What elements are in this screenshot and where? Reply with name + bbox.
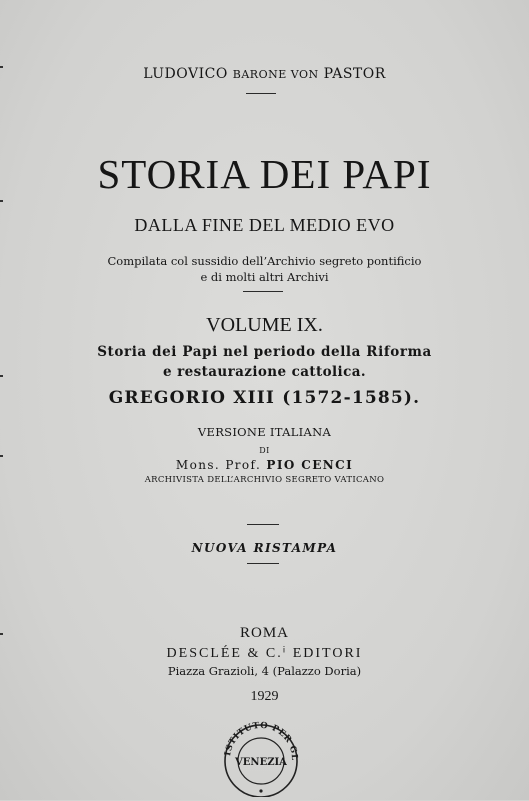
- svg-text:ISTITUTO PER GLI STUDI ADRIATI: [219, 719, 299, 761]
- page-edge-mark: [0, 455, 3, 457]
- translator-role: ARCHIVISTA DELL’ARCHIVIO SEGRETO VATICANO: [144, 475, 385, 485]
- translator-prefix: Mons. Prof.: [175, 458, 262, 472]
- library-stamp-seal: [219, 719, 303, 797]
- translator-line: [0, 458, 529, 472]
- divider-rule: [247, 524, 279, 525]
- volume-pope: GREGORIO XIII (1572-1585).: [108, 388, 421, 408]
- page-edge-mark: [0, 633, 3, 635]
- stamp-center-text: VENEZIA: [235, 757, 287, 768]
- divider-rule: [243, 291, 283, 292]
- compilation-note-line2: e di molti altri Archivi: [200, 270, 329, 284]
- publication-place: ROMA: [239, 625, 289, 641]
- volume-number: VOLUME IX.: [206, 314, 323, 336]
- page-edge-mark: [0, 66, 3, 68]
- publisher-name: DESCLÉE & C.ⁱ EDITORI: [166, 646, 363, 661]
- book-subtitle: DALLA FINE DEL MEDIO EVO: [134, 215, 395, 235]
- divider-rule: [246, 93, 276, 94]
- translation-by: DI: [259, 446, 270, 455]
- author-last-name: PASTOR: [323, 66, 386, 82]
- stamp-ring-text: ISTITUTO PER GL: [223, 720, 300, 761]
- book-title: STORIA DEI PAPI: [97, 151, 432, 197]
- compilation-note-line1: Compilata col sussidio dell’Archivio segreto pontificio: [107, 254, 422, 268]
- publication-year: 1929: [250, 689, 279, 704]
- divider-rule: [247, 563, 279, 564]
- page-edge-mark: [0, 375, 3, 377]
- author-title: BARONE VON: [232, 68, 319, 81]
- author-first-name: LUDOVICO: [143, 66, 228, 82]
- volume-title-line2: e restaurazione cattolica.: [163, 364, 366, 380]
- translator-name: PIO CENCI: [266, 458, 354, 472]
- volume-title-line1: Storia dei Papi nel periodo della Riforma: [97, 344, 432, 360]
- edition-note: NUOVA RISTAMPA: [191, 541, 338, 555]
- author-line: [0, 66, 529, 82]
- translation-note: VERSIONE ITALIANA: [197, 425, 332, 439]
- publisher-address: Piazza Grazioli, 4 (Palazzo Doria): [167, 664, 362, 678]
- page-edge-mark: [0, 200, 3, 202]
- library-stamp: [219, 719, 303, 797]
